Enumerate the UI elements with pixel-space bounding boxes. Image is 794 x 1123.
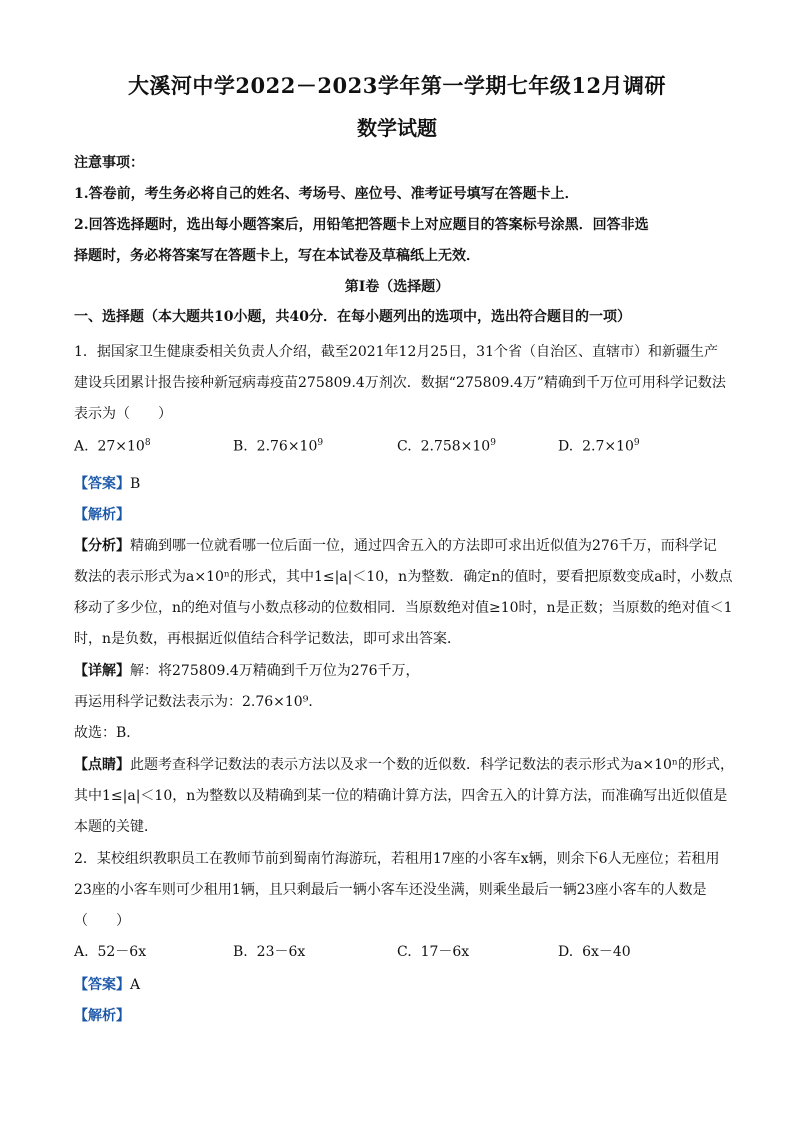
option-value: 27×10 [97,438,145,455]
section-heading: 一、选择题（本大题共10小题，共40分．在每小题列出的选项中，选出符合题目的一项） [74,309,631,325]
q1-comment-line-1 [74,754,734,774]
answer-value: A [130,977,141,993]
option-label: C. [397,438,412,455]
answer-tag: 【答案】 [74,977,130,993]
q1-analysis [74,504,130,524]
analysis-tag: 【解析】 [74,507,130,523]
notes-heading: 注意事项： [74,155,144,171]
q2-option-d [558,941,631,961]
q2-option-b [233,941,305,961]
option-value: 6x－40 [582,944,631,960]
option-exponent: 9 [633,438,640,448]
q1-detail-line-2: 再运用科学记数法表示为：2.76×10⁹． [74,694,323,710]
q2-text-line-3: （ ） [74,913,130,929]
q2-option-a [74,941,146,961]
q1-comment-line-3: 本题的关键． [74,819,158,835]
option-exponent: 8 [144,438,151,448]
option-label: C. [397,944,412,960]
option-value: 2.7×10 [582,438,634,455]
q1-text-line-2: 建设兵团累计报告接种新冠病毒疫苗275809.4万剂次．数据“275809.4万”精确到千万位可用科学记数法 [74,375,726,391]
q1-comment-line-2: 其中1≤|a|＜10，n为整数以及精确到某一位的精确计算方法，四舍五入的计算方法，而准确写出近似值是 [74,788,728,804]
option-label: B. [233,944,248,960]
notes-item-2b: 择题时，务必将答案写在答题卡上，写在本试卷及草稿纸上无效． [74,248,480,264]
notes-item-1: 1.答卷前，考生务必将自己的姓名、考场号、座位号、准考证号填写在答题卡上． [74,186,579,202]
answer-value: B [130,476,141,492]
fenxi-text: 精确到哪一位就看哪一位后面一位，通过四舍五入的方法即可求出近似值为276千万，而科学记 [130,538,717,554]
option-value: 52－6x [97,944,147,960]
detail-tag: 【详解】 [74,663,130,679]
q2-analysis [74,1005,130,1025]
q1-answer [74,473,140,493]
option-label: A. [74,944,89,960]
page-subtitle: 数学试题 [357,116,437,140]
comment-text: 此题考查科学记数法的表示方法以及求一个数的近似数．科学记数法的表示形式为a×10ⁿ的形式， [130,757,734,773]
answer-tag: 【答案】 [74,476,130,492]
option-value: 17－6x [420,944,470,960]
option-label: D. [558,944,574,960]
detail-text: 解：将275809.4万精确到千万位为276千万， [130,663,420,679]
option-label: A. [74,438,89,455]
fenxi-tag: 【分析】 [74,538,130,554]
q2-answer [74,974,140,994]
part-heading: 第Ⅰ卷（选择题） [344,279,450,295]
q1-option-d [558,438,640,455]
q2-option-c [397,941,469,961]
q1-option-c [397,438,496,455]
q1-option-b [233,438,323,455]
q1-fenxi-line-4: 时，n是负数，再根据近似值结合科学记数法，即可求出答案． [74,631,462,647]
comment-tag: 【点睛】 [74,757,130,773]
option-exponent: 9 [317,438,324,448]
q1-detail-line-3: 故选：B． [74,725,141,741]
q1-detail-line-1 [74,660,420,680]
q1-option-a [74,438,151,455]
q1-fenxi-line-3: 移动了多少位，n的绝对值与小数点移动的位数相同．当原数绝对值≥10时，n是正数；当原数的绝对值＜1 [74,600,733,616]
option-value: 23－6x [256,944,306,960]
q1-fenxi-line-1 [74,535,717,555]
option-value: 2.758×10 [420,438,491,455]
q2-text-line-2: 23座的小客车则可少租用1辆，且只剩最后一辆小客车还没坐满，则乘坐最后一辆23座小客车的人数是 [74,882,707,898]
q1-fenxi-line-2: 数法的表示形式为a×10ⁿ的形式，其中1≤|a|＜10，n为整数．确定n的值时，要看把原数变成a时，小数点 [74,569,733,585]
option-label: D. [558,438,574,455]
q1-text-line-3: 表示为（ ） [74,406,172,422]
analysis-tag: 【解析】 [74,1008,130,1024]
notes-item-2a: 2.回答选择题时，选出每小题答案后，用铅笔把答题卡上对应题目的答案标号涂黑．回答非选 [74,217,649,233]
option-exponent: 9 [490,438,496,448]
page-title: 大溪河中学2022－2023学年第一学期七年级12月调研 [127,73,667,98]
q1-text-line-1: 1．据国家卫生健康委相关负责人介绍，截至2021年12月25日，31个省（自治区、直辖市）和新疆生产 [74,344,718,360]
q2-text-line-1: 2．某校组织教职员工在教师节前到蜀南竹海游玩，若租用17座的小客车x辆，则余下6人无座位；若租用 [74,851,720,867]
option-label: B. [233,438,248,455]
option-value: 2.76×10 [256,438,318,455]
